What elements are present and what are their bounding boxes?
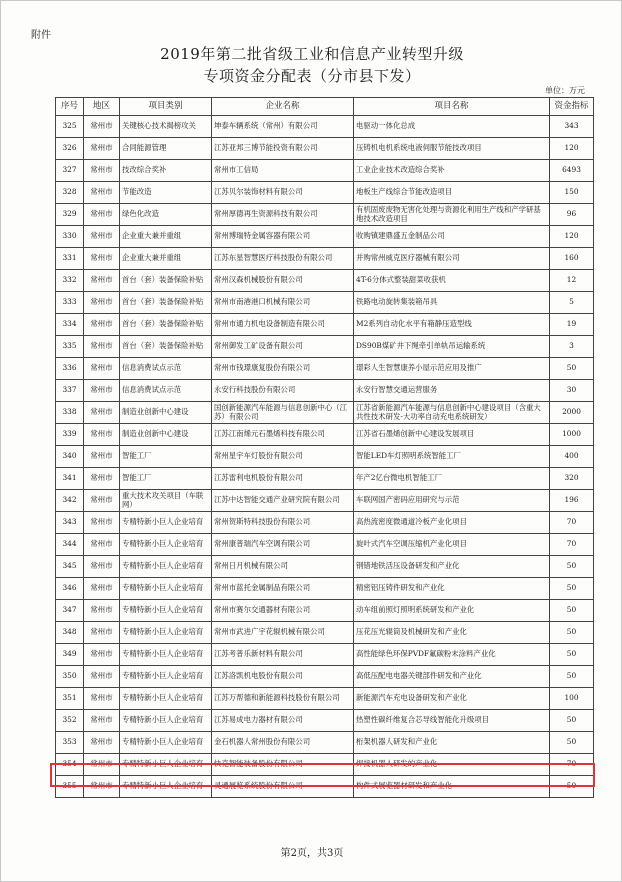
cell-project: 并购常州威克医疗器械有限公司 <box>354 248 550 270</box>
header-category: 项目类别 <box>120 98 212 116</box>
header-funds: 资金指标 <box>550 98 594 116</box>
table-row <box>56 336 594 358</box>
cell-category: 专精特新小巨人企业培育 <box>120 600 212 622</box>
cell-project: 江苏省石墨烯创新中心建设发展项目 <box>354 424 550 446</box>
cell-seq: 336 <box>56 358 84 380</box>
cell-company: 金石机器人常州股份有限公司 <box>212 732 354 754</box>
cell-region: 常州市 <box>84 160 120 182</box>
cell-project: 压花压光辊筒及机械研发和产业化 <box>354 622 550 644</box>
cell-region: 常州市 <box>84 138 120 160</box>
cell-seq: 354 <box>56 754 84 776</box>
cell-company: 江苏洛凯机电股份有限公司 <box>212 666 354 688</box>
cell-project: 智能LED车灯照明系统智能工厂 <box>354 446 550 468</box>
cell-company: 常州市武进广宇花辊机械有限公司 <box>212 622 354 644</box>
cell-company: 常州市南港港口机械有限公司 <box>212 292 354 314</box>
cell-region: 常州市 <box>84 776 120 798</box>
cell-seq: 334 <box>56 314 84 336</box>
cell-region: 常州市 <box>84 490 120 512</box>
cell-region: 常州市 <box>84 622 120 644</box>
cell-funds: 2000 <box>550 402 594 424</box>
cell-funds: 400 <box>550 446 594 468</box>
cell-category: 专精特新小巨人企业培育 <box>120 644 212 666</box>
cell-region: 常州市 <box>84 204 120 226</box>
cell-category: 专精特新小巨人企业培育 <box>120 556 212 578</box>
cell-seq: 353 <box>56 732 84 754</box>
document-subtitle: 专项资金分配表（分市县下发） <box>203 67 421 85</box>
cell-funds: 50 <box>550 666 594 688</box>
cell-project: 高热流密度微通道冷板产业化项目 <box>354 512 550 534</box>
cell-region: 常州市 <box>84 556 120 578</box>
header-region: 地区 <box>84 98 120 116</box>
table-row <box>56 600 594 622</box>
cell-funds: 120 <box>550 138 594 160</box>
cell-funds: 50 <box>550 710 594 732</box>
cell-region: 常州市 <box>84 534 120 556</box>
cell-category: 企业重大兼并重组 <box>120 226 212 248</box>
cell-category: 绿色化改造 <box>120 204 212 226</box>
cell-project: 永安行智慧交通运营服务 <box>354 380 550 402</box>
cell-category: 智能工厂 <box>120 468 212 490</box>
cell-seq: 344 <box>56 534 84 556</box>
cell-seq: 346 <box>56 578 84 600</box>
cell-funds: 12 <box>550 270 594 292</box>
cell-category: 关键核心技术揭榜攻关 <box>120 116 212 138</box>
cell-seq: 345 <box>56 556 84 578</box>
cell-funds: 120 <box>550 226 594 248</box>
cell-funds: 50 <box>550 732 594 754</box>
table-row <box>56 226 594 248</box>
cell-category: 专精特新小巨人企业培育 <box>120 512 212 534</box>
cell-seq: 349 <box>56 644 84 666</box>
cell-category: 专精特新小巨人企业培育 <box>120 666 212 688</box>
cell-funds: 50 <box>550 776 594 798</box>
cell-region: 常州市 <box>84 292 120 314</box>
cell-company: 常州星宇车灯股份有限公司 <box>212 446 354 468</box>
cell-seq: 328 <box>56 182 84 204</box>
cell-company: 常州博瑞特金属容器有限公司 <box>212 226 354 248</box>
table-row <box>56 512 594 534</box>
table-row <box>56 358 594 380</box>
cell-project: 工业企业技术改造综合奖补 <box>354 160 550 182</box>
table-row <box>56 490 594 512</box>
cell-project: 桁架机器人研发和产业化 <box>354 732 550 754</box>
cell-project: 焊接机器人研发的产业化 <box>354 754 550 776</box>
cell-funds: 50 <box>550 358 594 380</box>
cell-project: DS90B煤矿井下绳牵引单轨吊运输系统 <box>354 336 550 358</box>
table-row <box>56 138 594 160</box>
header-project: 项目名称 <box>354 98 550 116</box>
table-row <box>56 424 594 446</box>
cell-company: 常州日月机械有限公司 <box>212 556 354 578</box>
cell-company: 常州厚德再生资源科技有限公司 <box>212 204 354 226</box>
cell-funds: 343 <box>550 116 594 138</box>
cell-category: 专精特新小巨人企业培育 <box>120 622 212 644</box>
cell-project: 高性能绿色环保PVDF氟碳粉末涂料产业化 <box>354 644 550 666</box>
cell-funds: 96 <box>550 204 594 226</box>
cell-funds: 70 <box>550 534 594 556</box>
cell-category: 首台（套）装备保险补贴 <box>120 314 212 336</box>
cell-funds: 30 <box>550 380 594 402</box>
cell-category: 专精特新小巨人企业培育 <box>120 710 212 732</box>
cell-project: 地板生产线综合节能改造项目 <box>354 182 550 204</box>
table-row <box>56 732 594 754</box>
cell-project: 璟彩人生智慧康养小屋示范应用及推广 <box>354 358 550 380</box>
cell-region: 常州市 <box>84 424 120 446</box>
cell-category: 信息消费试点示范 <box>120 380 212 402</box>
table-row <box>56 182 594 204</box>
cell-company: 永安行科技股份有限公司 <box>212 380 354 402</box>
cell-company: 常州市钱璟康复股份有限公司 <box>212 358 354 380</box>
cell-category: 专精特新小巨人企业培育 <box>120 688 212 710</box>
cell-seq: 341 <box>56 468 84 490</box>
cell-seq: 342 <box>56 490 84 512</box>
cell-funds: 196 <box>550 490 594 512</box>
header-seq: 序号 <box>56 98 84 116</box>
cell-funds: 50 <box>550 578 594 600</box>
cell-project: 收购镇建鼎盛五金制品公司 <box>354 226 550 248</box>
cell-seq: 333 <box>56 292 84 314</box>
table-row <box>56 578 594 600</box>
cell-region: 常州市 <box>84 468 120 490</box>
cell-seq: 339 <box>56 424 84 446</box>
cell-seq: 327 <box>56 160 84 182</box>
table-row <box>56 380 594 402</box>
cell-seq: 352 <box>56 710 84 732</box>
cell-seq: 325 <box>56 116 84 138</box>
table-row <box>56 556 594 578</box>
cell-funds: 5 <box>550 292 594 314</box>
cell-project: M2系列自动化水平有箱静压造型线 <box>354 314 550 336</box>
cell-funds: 3 <box>550 336 594 358</box>
cell-funds: 70 <box>550 512 594 534</box>
cell-seq: 347 <box>56 600 84 622</box>
cell-company: 灵通展览系统股份有限公司 <box>212 776 354 798</box>
cell-company: 快克智能装备股份有限公司 <box>212 754 354 776</box>
cell-region: 常州市 <box>84 314 120 336</box>
cell-category: 专精特新小巨人企业培育 <box>120 578 212 600</box>
cell-project: 钢错地铁活压设备研发和产业化 <box>354 556 550 578</box>
cell-region: 常州市 <box>84 116 120 138</box>
cell-region: 常州市 <box>84 402 120 424</box>
table-body <box>56 116 594 798</box>
cell-seq: 355 <box>56 776 84 798</box>
table-row <box>56 402 594 424</box>
cell-seq: 329 <box>56 204 84 226</box>
cell-company: 常州汉森机械股份有限公司 <box>212 270 354 292</box>
cell-region: 常州市 <box>84 512 120 534</box>
cell-seq: 330 <box>56 226 84 248</box>
cell-region: 常州市 <box>84 710 120 732</box>
table-row <box>56 248 594 270</box>
cell-company: 江苏易成电力器材有限公司 <box>212 710 354 732</box>
cell-seq: 331 <box>56 248 84 270</box>
cell-company: 常州市工信局 <box>212 160 354 182</box>
page-footer: 第2页，共3页 <box>280 848 344 859</box>
cell-project: 有机固废废物无害化处理与资源化利用生产线和产学研基地技术改造项目 <box>354 204 550 226</box>
cell-funds: 70 <box>550 754 594 776</box>
cell-company: 江苏万帮德和新能源科技股份有限公司 <box>212 688 354 710</box>
cell-company: 常州贺斯特科技股份有限公司 <box>212 512 354 534</box>
table-row <box>56 534 594 556</box>
cell-category: 首台（套）装备保险补贴 <box>120 270 212 292</box>
cell-region: 常州市 <box>84 380 120 402</box>
cell-funds: 100 <box>550 688 594 710</box>
cell-region: 常州市 <box>84 226 120 248</box>
cell-funds: 1000 <box>550 424 594 446</box>
cell-category: 制造业创新中心建设 <box>120 424 212 446</box>
cell-funds: 160 <box>550 248 594 270</box>
document-title: 2019年第二批省级工业和信息产业转型升级 <box>160 45 464 63</box>
cell-funds: 50 <box>550 622 594 644</box>
cell-project: 构件式展览器材研发和产业化 <box>354 776 550 798</box>
cell-company: 江苏江南烯元石墨烯科技有限公司 <box>212 424 354 446</box>
cell-project: 新能源汽车充电设备研发和产业化 <box>354 688 550 710</box>
unit-label: 单位：万元 <box>545 86 585 95</box>
table-row <box>56 644 594 666</box>
cell-company: 江苏雷利电机股份有限公司 <box>212 468 354 490</box>
cell-company: 常州市通力机电设备制造有限公司 <box>212 314 354 336</box>
table-row <box>56 468 594 490</box>
cell-seq: 343 <box>56 512 84 534</box>
cell-region: 常州市 <box>84 644 120 666</box>
cell-project: 年产2亿台微电机智能工厂 <box>354 468 550 490</box>
cell-category: 重大技术攻关项目（车联网） <box>120 490 212 512</box>
cell-category: 专精特新小巨人企业培育 <box>120 534 212 556</box>
cell-project: 电驱动一体化总成 <box>354 116 550 138</box>
cell-region: 常州市 <box>84 270 120 292</box>
highlight-box <box>50 763 595 787</box>
cell-company: 江苏亚邦三博节能投资有限公司 <box>212 138 354 160</box>
cell-company: 江苏贝尔装饰材料有限公司 <box>212 182 354 204</box>
cell-region: 常州市 <box>84 754 120 776</box>
table-row <box>56 160 594 182</box>
cell-company: 常州市蓝托金属制品有限公司 <box>212 578 354 600</box>
cell-seq: 340 <box>56 446 84 468</box>
table-row <box>56 314 594 336</box>
table-row <box>56 688 594 710</box>
cell-category: 专精特新小巨人企业培育 <box>120 732 212 754</box>
cell-project: 压铸机电机系统电液伺服节能技改项目 <box>354 138 550 160</box>
cell-category: 信息消费试点示范 <box>120 358 212 380</box>
cell-seq: 338 <box>56 402 84 424</box>
cell-seq: 351 <box>56 688 84 710</box>
cell-seq: 332 <box>56 270 84 292</box>
cell-category: 首台（套）装备保险补贴 <box>120 336 212 358</box>
cell-funds: 150 <box>550 182 594 204</box>
cell-project: 热塑性碳纤维复合芯导线智能化升级项目 <box>354 710 550 732</box>
cell-company: 国创新能源汽车能源与信息创新中心（江苏）有限公司 <box>212 402 354 424</box>
cell-category: 合同能源管理 <box>120 138 212 160</box>
cell-company: 江苏东星智慧医疗科技股份有限公司 <box>212 248 354 270</box>
cell-funds: 50 <box>550 556 594 578</box>
cell-company: 常州康普瑞汽车空调有限公司 <box>212 534 354 556</box>
cell-region: 常州市 <box>84 358 120 380</box>
cell-seq: 337 <box>56 380 84 402</box>
cell-funds: 50 <box>550 600 594 622</box>
cell-seq: 348 <box>56 622 84 644</box>
cell-region: 常州市 <box>84 578 120 600</box>
cell-region: 常州市 <box>84 666 120 688</box>
cell-company: 坤泰车辆系统（常州）有限公司 <box>212 116 354 138</box>
table-row <box>56 116 594 138</box>
cell-seq: 335 <box>56 336 84 358</box>
cell-region: 常州市 <box>84 732 120 754</box>
cell-funds: 50 <box>550 644 594 666</box>
cell-project: 精密铝压铸件研发和产业化 <box>354 578 550 600</box>
cell-funds: 6493 <box>550 160 594 182</box>
allocation-table <box>55 97 594 798</box>
cell-category: 节能改造 <box>120 182 212 204</box>
table-row <box>56 666 594 688</box>
table-row <box>56 204 594 226</box>
cell-company: 常州市赛尔交通器材有限公司 <box>212 600 354 622</box>
cell-region: 常州市 <box>84 248 120 270</box>
cell-category: 技改综合奖补 <box>120 160 212 182</box>
cell-region: 常州市 <box>84 600 120 622</box>
cell-category: 首台（套）装备保险补贴 <box>120 292 212 314</box>
cell-project: 动车组前照灯照明系统研发和产业化 <box>354 600 550 622</box>
cell-category: 制造业创新中心建设 <box>120 402 212 424</box>
cell-project: 车联网国产密码应用研究与示范 <box>354 490 550 512</box>
cell-project: 旋叶式汽车空调压缩机产业化项目 <box>354 534 550 556</box>
cell-project: 江苏省新能源汽车能源与信息创新中心建设项目（含重大共性技术研发-大功率自动充电系统研发） <box>354 402 550 424</box>
table-row <box>56 292 594 314</box>
cell-category: 专精特新小巨人企业培育 <box>120 776 212 798</box>
cell-category: 专精特新小巨人企业培育 <box>120 754 212 776</box>
cell-project: 铁路电动旋转集装箱吊具 <box>354 292 550 314</box>
attachment-label: 附件 <box>31 30 51 41</box>
cell-company: 常州御发工矿设备有限公司 <box>212 336 354 358</box>
header-company: 企业名称 <box>212 98 354 116</box>
cell-company: 江苏考普乐新材料有限公司 <box>212 644 354 666</box>
cell-category: 智能工厂 <box>120 446 212 468</box>
cell-seq: 326 <box>56 138 84 160</box>
cell-company: 江苏中达智能交通产业研究院有限公司 <box>212 490 354 512</box>
cell-funds: 320 <box>550 468 594 490</box>
cell-project: 4T-6分体式整装甜菜收获机 <box>354 270 550 292</box>
cell-funds: 19 <box>550 314 594 336</box>
cell-region: 常州市 <box>84 446 120 468</box>
cell-region: 常州市 <box>84 688 120 710</box>
cell-region: 常州市 <box>84 336 120 358</box>
cell-seq: 350 <box>56 666 84 688</box>
table-header-row <box>56 98 594 116</box>
table-row <box>56 446 594 468</box>
cell-category: 企业重大兼并重组 <box>120 248 212 270</box>
cell-project: 高低压配电电器关键部件研发和产业化 <box>354 666 550 688</box>
cell-region: 常州市 <box>84 182 120 204</box>
table-row <box>56 622 594 644</box>
table-row <box>56 710 594 732</box>
table-row <box>56 270 594 292</box>
